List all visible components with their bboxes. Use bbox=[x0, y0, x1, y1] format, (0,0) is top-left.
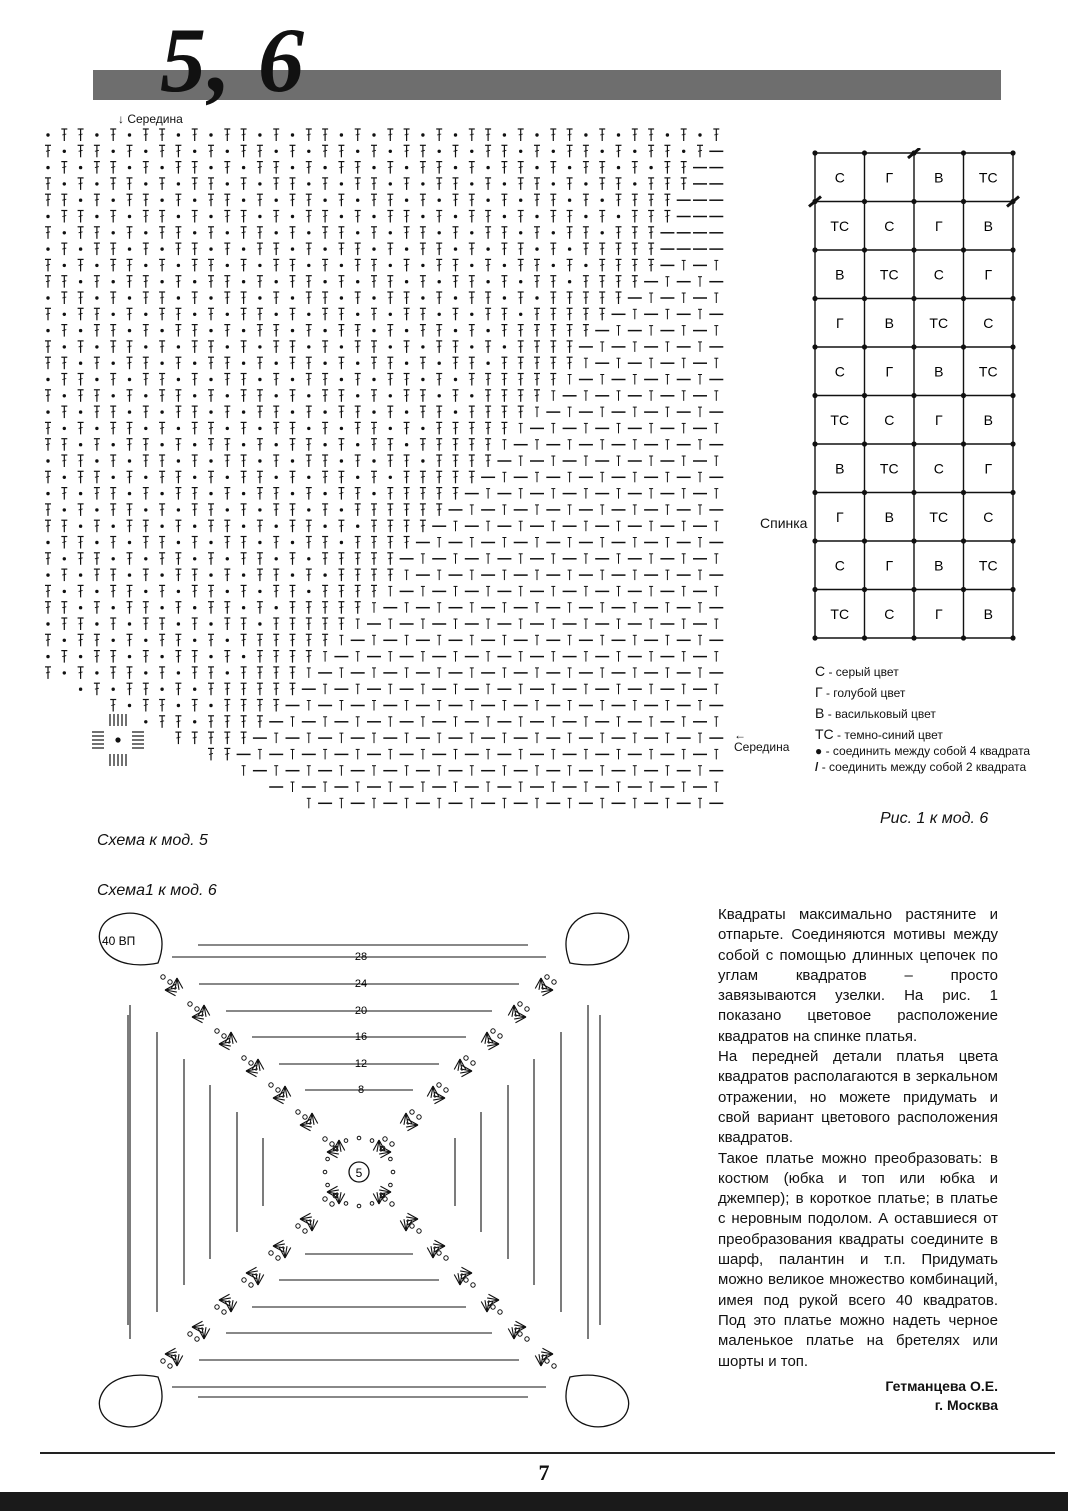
join-four-dot-icon bbox=[1010, 635, 1015, 640]
row-number-label: 12 bbox=[354, 1058, 368, 1070]
shell-fan-icon bbox=[273, 1240, 285, 1252]
chain-stitch-dot bbox=[417, 1115, 421, 1119]
join-four-dot-icon bbox=[961, 344, 966, 349]
chain-stitch-dot bbox=[389, 1183, 393, 1187]
legend-item bbox=[815, 744, 1055, 758]
chain-stitch-dot bbox=[491, 1029, 495, 1033]
chain-stitch-dot bbox=[296, 1224, 300, 1228]
join-four-dot-icon bbox=[862, 538, 867, 543]
shell-fan-icon bbox=[541, 1348, 553, 1360]
shell-fan-icon bbox=[198, 1327, 210, 1339]
shell-fan-icon bbox=[541, 984, 553, 996]
chain-stitch-dot bbox=[471, 1283, 475, 1287]
join-four-dot-icon bbox=[862, 441, 867, 446]
chain-stitch-dot bbox=[276, 1256, 280, 1260]
grid-cell-color: В bbox=[983, 411, 993, 428]
shell-fan-icon bbox=[252, 1059, 264, 1071]
join-four-dot-icon bbox=[1010, 587, 1015, 592]
schema6-motif-chart bbox=[88, 905, 640, 1435]
chain-stitch-dot bbox=[161, 1359, 165, 1363]
shell-fan-icon bbox=[406, 1213, 418, 1225]
shell-fan-icon bbox=[460, 1065, 472, 1077]
shell-fan-icon bbox=[487, 1038, 499, 1050]
join-four-dot-icon bbox=[961, 150, 966, 155]
chain-stitch-dot bbox=[323, 1197, 327, 1201]
grid-cell-color: С bbox=[983, 508, 994, 525]
join-four-dot-icon bbox=[812, 150, 817, 155]
join-four-dot-icon bbox=[862, 393, 867, 398]
chain-stitch-dot bbox=[491, 1305, 495, 1309]
shell-fan-icon bbox=[252, 1273, 264, 1285]
grid-cell-color: С bbox=[884, 411, 895, 428]
schema5-middle-label-top: Середина bbox=[127, 112, 183, 126]
figure1-color-layout-grid bbox=[808, 148, 1023, 648]
join-four-dot-icon bbox=[1010, 490, 1015, 495]
join-four-dot-icon bbox=[961, 247, 966, 252]
join-four-dot-icon bbox=[812, 344, 817, 349]
author-name: Гетманцева О.Е. bbox=[885, 1378, 998, 1394]
join-four-dot-icon bbox=[961, 587, 966, 592]
legend-symbol: Г bbox=[815, 684, 823, 700]
grid-cell-color: В bbox=[983, 217, 993, 234]
shell-fan-icon bbox=[171, 978, 183, 990]
legend-symbol: С bbox=[815, 663, 826, 679]
chain-stitch-dot bbox=[498, 1034, 502, 1038]
chain-stitch-dot bbox=[330, 1202, 334, 1206]
shell-fan-icon bbox=[225, 1300, 237, 1312]
join-four-dot-icon bbox=[961, 538, 966, 543]
shell-fan-icon bbox=[246, 1065, 258, 1077]
grid-cell-color: С bbox=[884, 217, 895, 234]
join-four-dot-icon bbox=[961, 393, 966, 398]
chain-stitch-dot bbox=[323, 1170, 327, 1174]
chain-stitch-dot bbox=[242, 1278, 246, 1282]
grid-cell-color: ТС bbox=[879, 460, 899, 477]
chain-stitch-dot bbox=[344, 1139, 348, 1143]
join-four-dot-icon bbox=[961, 635, 966, 640]
legend-symbol: В bbox=[815, 705, 825, 721]
join-four-dot-icon: ● bbox=[815, 744, 823, 758]
shell-fan-icon bbox=[219, 1294, 231, 1306]
chain-stitch-dot bbox=[390, 1202, 394, 1206]
chain-stitch-dot bbox=[357, 1204, 361, 1208]
chain-40-label: 40 ВП bbox=[102, 934, 136, 948]
chain-stitch-dot bbox=[464, 1056, 468, 1060]
grid-cell-color: С bbox=[933, 266, 944, 283]
row-number-label: 28 bbox=[354, 951, 368, 963]
shell-fan-icon bbox=[192, 1011, 204, 1023]
shell-fan-icon bbox=[406, 1119, 418, 1131]
join-four-dot-icon bbox=[1010, 247, 1015, 252]
join-four-dot-icon bbox=[911, 538, 916, 543]
legend-text: - соединить между собой 4 квадрата bbox=[825, 744, 1031, 758]
legend-item bbox=[815, 664, 1055, 679]
chain-stitch-dot bbox=[437, 1083, 441, 1087]
grid-cell-color: В bbox=[835, 460, 845, 477]
row-number-label: 16 bbox=[354, 1031, 368, 1043]
legend-item bbox=[815, 727, 1055, 742]
schema5-crochet-chart bbox=[40, 125, 740, 825]
shell-fan-icon bbox=[219, 1038, 231, 1050]
chain-stitch-dot bbox=[161, 975, 165, 979]
shell-fan-icon bbox=[273, 1092, 285, 1104]
shell-fan-icon bbox=[508, 1005, 520, 1017]
row-number-label: 20 bbox=[354, 1005, 368, 1017]
join-four-dot-icon bbox=[812, 635, 817, 640]
join-four-dot-icon bbox=[862, 344, 867, 349]
chain-stitch-dot bbox=[168, 980, 172, 984]
join-four-dot-icon bbox=[911, 587, 916, 592]
grid-cell-color: ТС bbox=[978, 363, 998, 380]
shell-fan-icon bbox=[246, 1267, 258, 1279]
chain-stitch-dot bbox=[242, 1056, 246, 1060]
join-four-dot-icon bbox=[911, 344, 916, 349]
schema6-caption: Схема1 к мод. 6 bbox=[97, 882, 217, 899]
grid-cell-color: Г bbox=[984, 460, 993, 477]
join-four-dot-icon bbox=[812, 587, 817, 592]
grid-cell-color: В bbox=[884, 314, 894, 331]
join-four-dot-icon bbox=[862, 296, 867, 301]
shell-fan-icon bbox=[433, 1240, 445, 1252]
join-four-dot-icon bbox=[961, 199, 966, 204]
join-four-dot-icon bbox=[911, 441, 916, 446]
grid-cell-color: С bbox=[983, 314, 994, 331]
chain-stitch-dot bbox=[303, 1229, 307, 1233]
shell-fan-icon bbox=[400, 1113, 412, 1125]
shell-fan-icon bbox=[514, 1321, 526, 1333]
grid-cell-color: Г bbox=[984, 266, 993, 283]
grid-cell-color: С bbox=[884, 605, 895, 622]
chain-stitch-dot bbox=[383, 1137, 387, 1141]
shell-fan-icon bbox=[306, 1219, 318, 1231]
grid-cell-color: С bbox=[834, 169, 845, 186]
shell-fan-icon bbox=[306, 1113, 318, 1125]
row-number-label: 24 bbox=[354, 978, 368, 990]
chain-stitch-dot bbox=[545, 1359, 549, 1363]
chain-stitch-dot bbox=[545, 975, 549, 979]
schema5-middle-arrow-icon: ← bbox=[734, 728, 746, 742]
corner-motif bbox=[92, 714, 144, 766]
grid-cell-color: С bbox=[834, 557, 845, 574]
legend-text: - васильковый цвет bbox=[827, 707, 936, 721]
join-four-dot-icon bbox=[812, 441, 817, 446]
schema5-middle-label-right: Середина bbox=[734, 740, 790, 754]
legend-text: - серый цвет bbox=[828, 665, 899, 679]
shell-fan-icon bbox=[454, 1059, 466, 1071]
chain-stitch-dot bbox=[222, 1310, 226, 1314]
chain-stitch-dot bbox=[269, 1083, 273, 1087]
shell-fan-icon bbox=[433, 1092, 445, 1104]
chain-stitch-dot bbox=[525, 1337, 529, 1341]
join-four-dot-icon bbox=[961, 441, 966, 446]
chain-stitch-dot bbox=[518, 1002, 522, 1006]
chain-stitch-dot bbox=[344, 1202, 348, 1206]
grid-cell-color: В bbox=[835, 266, 845, 283]
legend-item bbox=[815, 760, 1055, 774]
chain-stitch-dot bbox=[437, 1251, 441, 1255]
chain-stitch-dot bbox=[215, 1029, 219, 1033]
figure1-caption: Рис. 1 к мод. 6 bbox=[880, 810, 989, 827]
shell-fan-icon bbox=[514, 1011, 526, 1023]
chain-stitch-dot bbox=[370, 1139, 374, 1143]
join-four-dot-icon bbox=[812, 247, 817, 252]
shell-fan-icon bbox=[225, 1032, 237, 1044]
join-four-dot-icon bbox=[1010, 296, 1015, 301]
chain-stitch-dot bbox=[303, 1115, 307, 1119]
grid-cell-color: ТС bbox=[978, 557, 998, 574]
join-four-dot-icon bbox=[911, 635, 916, 640]
legend-text: - темно-синий цвет bbox=[837, 728, 943, 742]
grid-cell-color: Г bbox=[885, 363, 894, 380]
chain-stitch-dot bbox=[410, 1224, 414, 1228]
join-four-dot-icon bbox=[1010, 538, 1015, 543]
grid-cell-color: ТС bbox=[879, 266, 899, 283]
grid-cell-color: Г bbox=[885, 557, 894, 574]
grid-cell-color: ТС bbox=[929, 314, 949, 331]
chain-stitch-dot bbox=[552, 980, 556, 984]
chain-stitch-dot bbox=[222, 1034, 226, 1038]
chain-stitch-dot bbox=[444, 1256, 448, 1260]
join-four-dot-icon bbox=[911, 296, 916, 301]
corner-loop-bottom-right bbox=[566, 1375, 629, 1427]
join-four-dot-icon bbox=[911, 247, 916, 252]
grid-cell-color: Г bbox=[835, 508, 844, 525]
join-four-dot-icon bbox=[1010, 393, 1015, 398]
figure1-back-label: Спинка bbox=[760, 515, 808, 531]
chain-stitch-dot bbox=[370, 1202, 374, 1206]
legend-item bbox=[815, 706, 1055, 721]
join-four-dot-icon bbox=[1010, 344, 1015, 349]
join-four-dot-icon bbox=[812, 393, 817, 398]
chain-stitch-dot bbox=[195, 1337, 199, 1341]
page-number: 7 bbox=[538, 1460, 550, 1485]
shell-fan-icon bbox=[535, 978, 547, 990]
shell-fan-icon bbox=[279, 1246, 291, 1258]
chain-stitch-dot bbox=[390, 1142, 394, 1146]
shell-fan-icon bbox=[165, 1348, 177, 1360]
grid-cell-color: В bbox=[934, 557, 944, 574]
join-four-dot-icon bbox=[911, 199, 916, 204]
grid-cell-color: Г bbox=[934, 217, 943, 234]
grid-cell-color: С bbox=[834, 363, 845, 380]
legend-item bbox=[815, 685, 1055, 700]
author-block bbox=[760, 1377, 998, 1415]
article-paragraph: Такое платье можно преобразовать: в костюм (юбка и топ или юбка и джемпер); в короткое платье; в платье с неровным подолом. А оставшиеся от преобразования квадраты соедините в шарф, палантин и т.п. Придумать можно великое множество комбинаций, имея под рукой всего 40 квадратов. Под это платье можно надеть черное маленькое платье на бретелях или шорты и топ. bbox=[718, 1149, 998, 1370]
chain-stitch-dot bbox=[357, 1136, 361, 1140]
legend-text: - соединить между собой 2 квадрата bbox=[821, 760, 1027, 774]
shell-fan-icon bbox=[279, 1086, 291, 1098]
grid-cell-color: ТС bbox=[830, 411, 850, 428]
chain-stitch-dot bbox=[389, 1157, 393, 1161]
legend-text: - голубой цвет bbox=[825, 686, 906, 700]
chain-stitch-dot bbox=[168, 1364, 172, 1368]
stitch-grid bbox=[45, 129, 723, 808]
chain-stitch-dot bbox=[417, 1229, 421, 1233]
chain-stitch-dot bbox=[195, 1007, 199, 1011]
chain-stitch-dot bbox=[326, 1157, 330, 1161]
chain-stitch-dot bbox=[391, 1170, 395, 1174]
join-two-slash-icon: / bbox=[815, 760, 819, 774]
chain-stitch-dot bbox=[215, 1305, 219, 1309]
join-four-dot-icon bbox=[862, 490, 867, 495]
scan-bottom-edge bbox=[0, 1492, 1068, 1511]
grid-cell-color: С bbox=[933, 460, 944, 477]
shell-fan-icon bbox=[300, 1119, 312, 1131]
grid-cell-color: ТС bbox=[929, 508, 949, 525]
article-paragraph: На передней детали платья цвета квадратов располагаются в зеркальном отражении, но можете придумать и свой вариант цветового расположения квадратов. bbox=[718, 1048, 998, 1147]
chain-stitch-dot bbox=[269, 1251, 273, 1255]
corner-loop-bottom-left bbox=[99, 1375, 162, 1427]
grid-cell-color: ТС bbox=[978, 169, 998, 186]
center-round-number: 5 bbox=[355, 1166, 363, 1180]
chain-stitch-dot bbox=[498, 1310, 502, 1314]
grid-cell-color: В bbox=[934, 169, 944, 186]
grid-cell-color: ТС bbox=[830, 217, 850, 234]
join-four-dot-icon bbox=[812, 296, 817, 301]
shell-fan-icon bbox=[198, 1005, 210, 1017]
grid-cell-color: Г bbox=[934, 605, 943, 622]
chain-stitch-dot bbox=[330, 1142, 334, 1146]
schema5-caption: Схема к мод. 5 bbox=[97, 832, 208, 849]
chain-stitch-dot bbox=[471, 1061, 475, 1065]
chain-stitch-dot bbox=[464, 1278, 468, 1282]
join-four-dot-icon bbox=[862, 247, 867, 252]
chain-stitch-dot bbox=[249, 1061, 253, 1065]
join-four-dot-icon bbox=[1010, 441, 1015, 446]
join-four-dot-icon bbox=[1010, 150, 1015, 155]
grid-cell-color: Г bbox=[934, 411, 943, 428]
author-city: г. Москва bbox=[934, 1397, 998, 1413]
shell-fan-icon bbox=[192, 1321, 204, 1333]
join-four-dot-icon bbox=[961, 296, 966, 301]
join-four-dot-icon bbox=[862, 199, 867, 204]
chain-stitch-dot bbox=[326, 1183, 330, 1187]
join-four-dot-icon bbox=[812, 538, 817, 543]
grid-cell-color: Г bbox=[835, 314, 844, 331]
chain-stitch-dot bbox=[296, 1110, 300, 1114]
join-four-dot-icon bbox=[812, 490, 817, 495]
shell-fan-icon bbox=[460, 1267, 472, 1279]
join-four-dot-icon bbox=[862, 635, 867, 640]
grid-cell-color: В bbox=[884, 508, 894, 525]
join-four-dot-icon bbox=[911, 393, 916, 398]
model-numbers-title: 5, 6 bbox=[160, 9, 306, 111]
join-four-dot-icon bbox=[862, 587, 867, 592]
shell-fan-icon bbox=[300, 1213, 312, 1225]
chain-stitch-dot bbox=[410, 1110, 414, 1114]
chain-stitch-dot bbox=[444, 1088, 448, 1092]
join-four-dot-icon bbox=[911, 490, 916, 495]
chain-stitch-dot bbox=[552, 1364, 556, 1368]
legend-symbol: ТС bbox=[815, 726, 834, 742]
shell-fan-icon bbox=[481, 1032, 493, 1044]
grid-cell-color: ТС bbox=[830, 605, 850, 622]
footer-rule bbox=[40, 1452, 1055, 1454]
join-four-dot-icon bbox=[961, 490, 966, 495]
chain-stitch-dot bbox=[525, 1007, 529, 1011]
row-number-label: 8 bbox=[357, 1084, 365, 1096]
chain-stitch-dot bbox=[188, 1002, 192, 1006]
grid-cell-color: В bbox=[983, 605, 993, 622]
chain-stitch-dot bbox=[188, 1332, 192, 1336]
corner-loop-top-right bbox=[566, 913, 629, 965]
shell-fan-icon bbox=[427, 1086, 439, 1098]
schema5-middle-marker-top: ↓ Середина bbox=[118, 112, 183, 126]
article-paragraph: Квадраты максимально растяните и отпарьте. Соединяются мотивы между собой с помощью длинных цепочек по углам квадратов – просто завязываются узелки. На рис. 1 показано цветовое расположение квадратов на спинке платья. bbox=[718, 906, 998, 1045]
chain-stitch-dot bbox=[249, 1283, 253, 1287]
article-text bbox=[718, 905, 998, 1372]
shell-fan-icon bbox=[487, 1294, 499, 1306]
chain-stitch-dot bbox=[276, 1088, 280, 1092]
chain-stitch-dot bbox=[518, 1332, 522, 1336]
figure1-legend bbox=[815, 664, 1055, 774]
grid-cell-color: В bbox=[934, 363, 944, 380]
grid-cell-color: Г bbox=[885, 169, 894, 186]
shell-fan-icon bbox=[165, 984, 177, 996]
shell-fan-icon bbox=[171, 1354, 183, 1366]
join-four-dot-icon bbox=[862, 150, 867, 155]
chain-stitch-dot bbox=[323, 1137, 327, 1141]
